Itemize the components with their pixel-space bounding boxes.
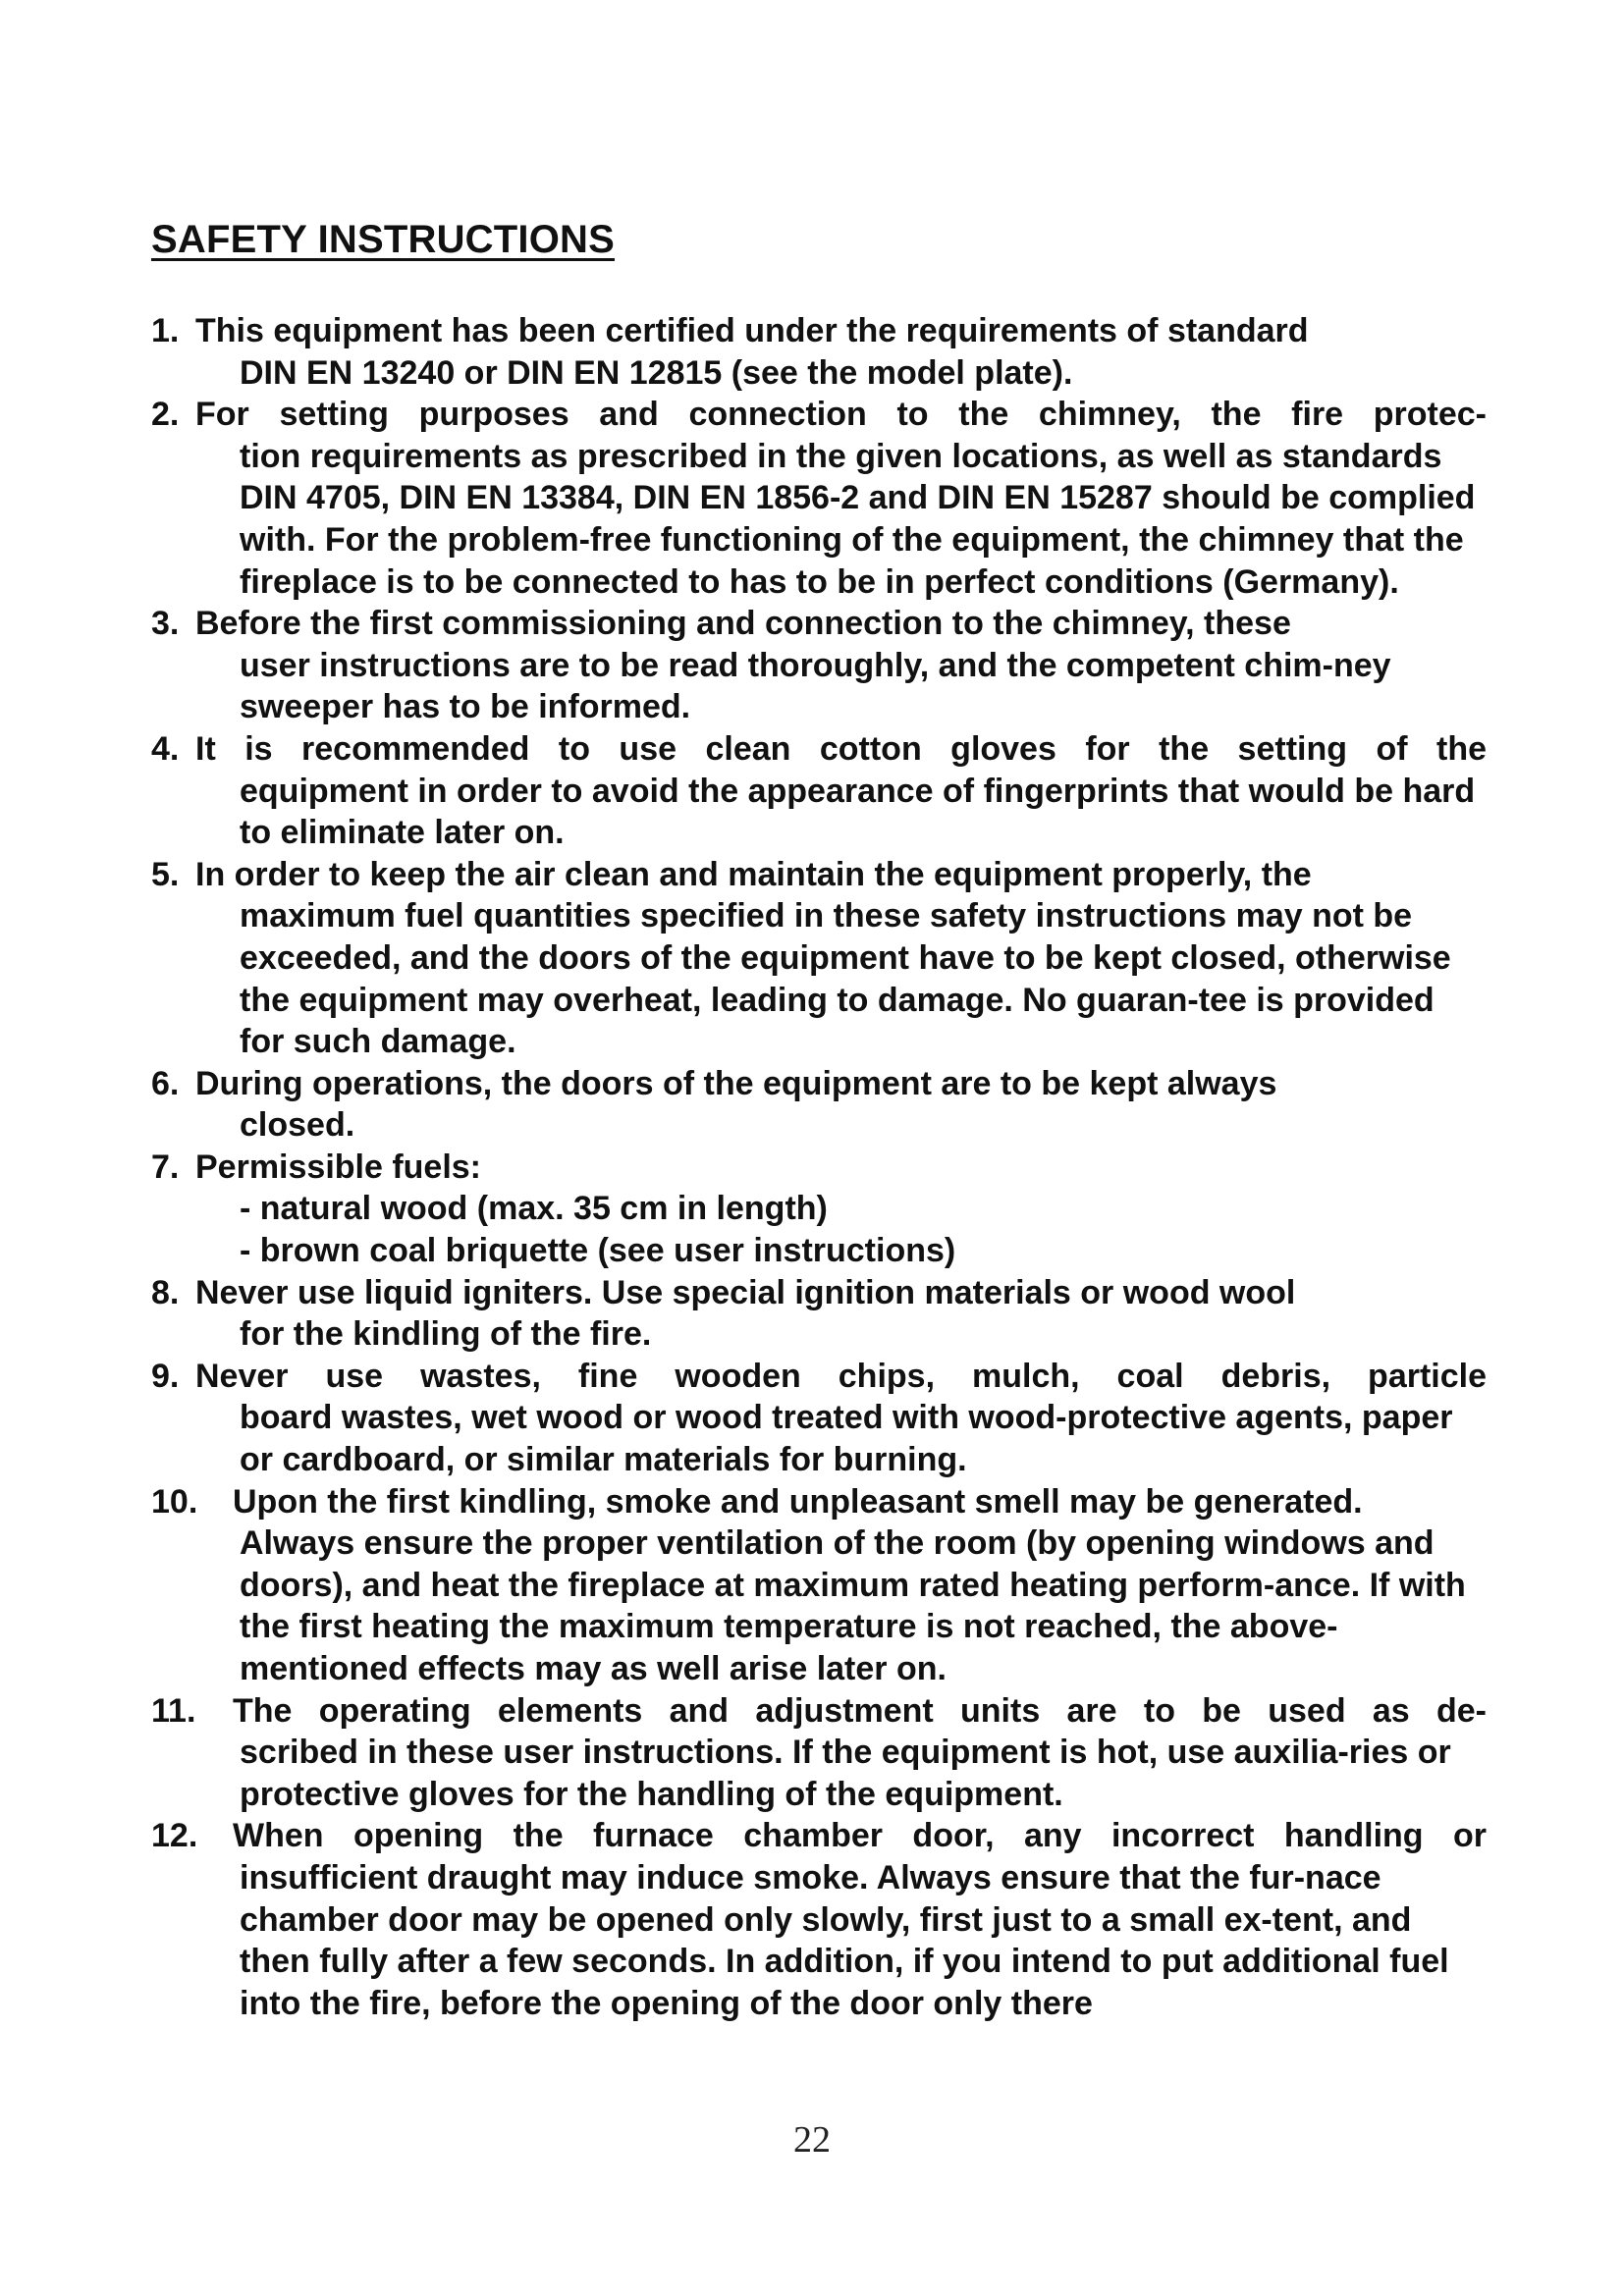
list-item xyxy=(151,1481,1487,1690)
item-number: 11. xyxy=(151,1691,196,1730)
item-number: 9. xyxy=(151,1357,180,1395)
item-text: DIN EN 13240 or DIN EN 12815 (see the model plate). xyxy=(240,353,1073,392)
item-text: for the kindling of the fire. xyxy=(240,1315,652,1354)
list-item xyxy=(151,1690,1487,1816)
item-first-line: When opening the furnace chamber door, any incorrect handling or xyxy=(233,1817,1487,1855)
item-text: Always ensure the proper ventilation of the room (by opening windows and doors), and heat the fireplace at maximum rated heating perform-ance. If with the first heating the maximum temperature is not reached, the above-mentioned effects may as well arise later on. xyxy=(240,1524,1466,1687)
item-number: 6. xyxy=(151,1064,180,1102)
item-first-line: Upon the first kindling, smoke and unpleasant smell may be generated. xyxy=(233,1482,1363,1521)
item-number: 7. xyxy=(151,1148,180,1186)
item-first-line: During operations, the doors of the equipment are to be kept always xyxy=(195,1064,1277,1102)
item-number: 4. xyxy=(151,729,180,768)
list-item xyxy=(151,603,1487,728)
item-text: insufficient draught may induce smoke. Always ensure that the fur-nace chamber door may be opened only slowly, first just to a small ex-tent, and then fully after a few seconds. In addition, if you intend to put additional fuel into the fire, before the opening of the door only there xyxy=(240,1858,1449,2022)
item-text: board wastes, wet wood or wood treated with wood-protective agents, paper or cardboard, or similar materials for burning. xyxy=(240,1399,1453,1479)
item-number: 1. xyxy=(151,312,180,349)
list-item xyxy=(151,310,1487,394)
item-number: 12. xyxy=(151,1817,198,1855)
item-text: maximum fuel quantities specified in these safety instructions may not be exceeded, and the doors of the equipment have to be kept closed, otherwise the equipment may overheat, leading to damage. No guaran-tee is provided for such damage. xyxy=(240,897,1451,1061)
item-text: closed. xyxy=(240,1106,355,1145)
item-text: scribed in these user instructions. If the equipment is hot, use auxilia-ries or protective gloves for the handling of the equipment. xyxy=(240,1734,1451,1813)
item-first-line: This equipment has been certified under the requirements of standard xyxy=(195,312,1309,349)
item-first-line: Never use wastes, fine wooden chips, mulch, coal debris, particle xyxy=(195,1357,1487,1395)
item-number: 2. xyxy=(151,396,180,434)
item-first-line: In order to keep the air clean and maintain the equipment properly, the xyxy=(195,855,1312,893)
item-number: 10. xyxy=(151,1482,198,1521)
fuel-list-item: - brown coal briquette (see user instructions) xyxy=(240,1232,956,1270)
item-number: 5. xyxy=(151,855,180,893)
item-text: tion requirements as prescribed in the given locations, as well as standards DIN 4705, DIN EN 13384, DIN EN 1856-2 and DIN EN 15287 should be complied with. For the problem-free functioning of the equipment, the chimney that the fireplace is to be connected to has to be in perfect conditions (Germany). xyxy=(240,437,1476,601)
list-item xyxy=(151,1356,1487,1481)
page-number: 22 xyxy=(793,2119,831,2161)
item-text: user instructions are to be read thoroughly, and the competent chim-ney sweeper has to be informed. xyxy=(240,646,1391,726)
item-number: 3. xyxy=(151,605,180,643)
page-title: SAFETY INSTRUCTIONS xyxy=(151,218,615,261)
item-first-line: Permissible fuels: xyxy=(195,1148,482,1186)
safety-instructions-list xyxy=(151,310,1487,2024)
item-first-line: Never use liquid igniters. Use special ignition materials or wood wool xyxy=(195,1273,1296,1311)
item-first-line: The operating elements and adjustment units are to be used as de- xyxy=(233,1691,1487,1730)
list-item xyxy=(151,394,1487,603)
list-item xyxy=(151,1063,1487,1147)
list-item xyxy=(151,728,1487,854)
item-first-line: It is recommended to use clean cotton gloves for the setting of the xyxy=(195,729,1487,768)
list-item xyxy=(151,1147,1487,1272)
item-text: equipment in order to avoid the appearance of fingerprints that would be hard to eliminate later on. xyxy=(240,772,1476,852)
item-number: 8. xyxy=(151,1273,180,1311)
list-item xyxy=(151,1272,1487,1356)
list-item xyxy=(151,1815,1487,2024)
list-item xyxy=(151,854,1487,1063)
item-first-line: For setting purposes and connection to the chimney, the fire protec- xyxy=(195,396,1487,434)
item-first-line: Before the first commissioning and connection to the chimney, these xyxy=(195,605,1291,643)
fuel-list-item: - natural wood (max. 35 cm in length) xyxy=(240,1190,828,1228)
